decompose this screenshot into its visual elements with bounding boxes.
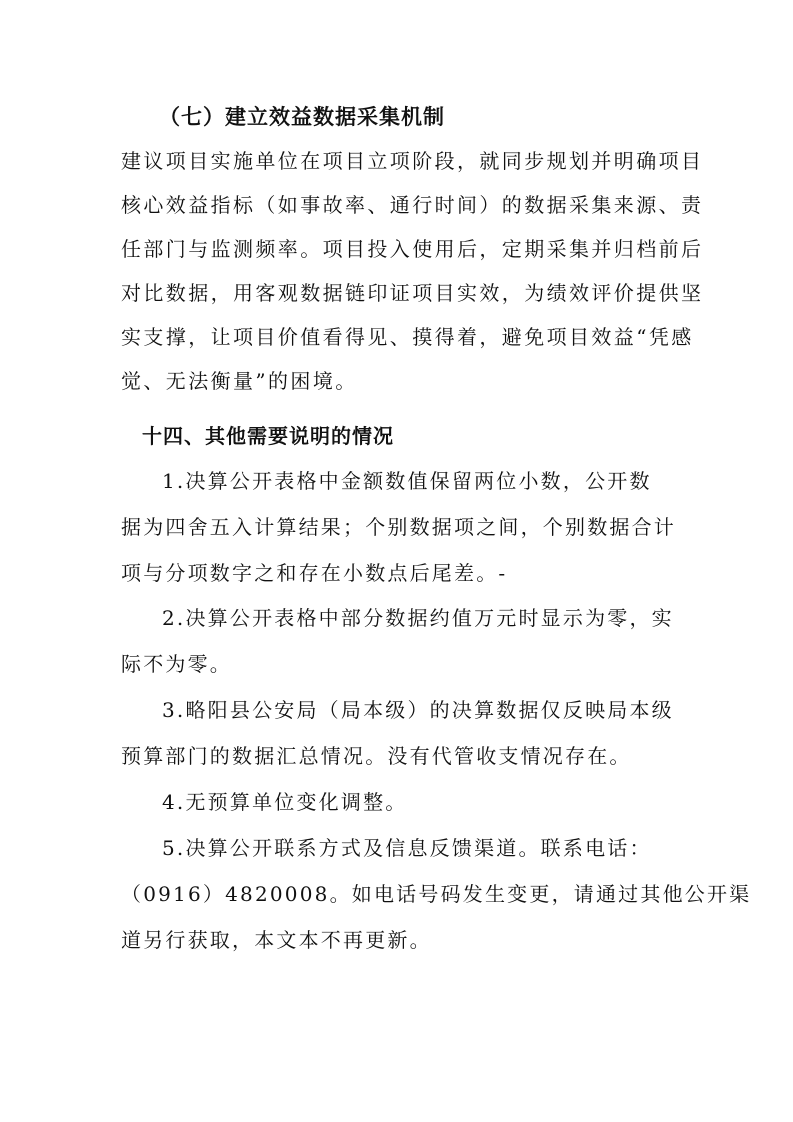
note-item-1 (121, 458, 681, 596)
paragraph-line: 觉、无法衡量”的困境。 (121, 369, 358, 393)
note-item-5 (121, 825, 752, 963)
note-item-3 (121, 687, 681, 779)
note-line: 项与分项数字之和存在小数点后尾差。- (121, 561, 508, 585)
section-seven-paragraph (121, 139, 704, 403)
note-line: 预算部门的数据汇总情况。没有代管收支情况存在。 (121, 744, 632, 768)
note-line: 道另行获取，本文本不再更新。 (121, 928, 432, 952)
paragraph-line: 任部门与监测频率。项目投入使用后，定期采集并归档前后 (121, 237, 704, 261)
note-item-4 (121, 779, 681, 825)
note-line: 4.无预算单位变化调整。 (162, 790, 408, 814)
section-seven-heading: （七）建立效益数据采集机制 (159, 105, 445, 129)
note-line: 3.略阳县公安局（局本级）的决算数据仅反映局本级 (162, 698, 674, 722)
section-fourteen-heading: 十四、其他需要说明的情况 (142, 424, 394, 448)
paragraph-line: 核心效益指标（如事故率、通行时间）的数据采集来源、责 (121, 193, 704, 217)
note-line: （0916）4820008。如电话号码发生变更，请通过其他公开渠 (121, 882, 752, 906)
paragraph-line: 建议项目实施单位在项目立项阶段，就同步规划并明确项目 (121, 149, 704, 173)
note-line: 5.决算公开联系方式及信息反馈渠道。联系电话： (162, 836, 652, 860)
paragraph-line: 实支撑，让项目价值看得见、摸得着，避免项目效益“凭感 (121, 325, 694, 349)
note-line: 2.决算公开表格中部分数据约值万元时显示为零，实 (162, 606, 674, 630)
note-line: 据为四舍五入计算结果；个别数据项之间，个别数据合计 (121, 515, 676, 539)
paragraph-line: 对比数据，用客观数据链印证项目实效，为绩效评价提供坚 (121, 281, 704, 305)
note-line: 际不为零。 (121, 652, 232, 676)
note-line: 1.决算公开表格中金额数值保留两位小数，公开数 (162, 469, 652, 493)
note-item-2 (121, 595, 681, 687)
